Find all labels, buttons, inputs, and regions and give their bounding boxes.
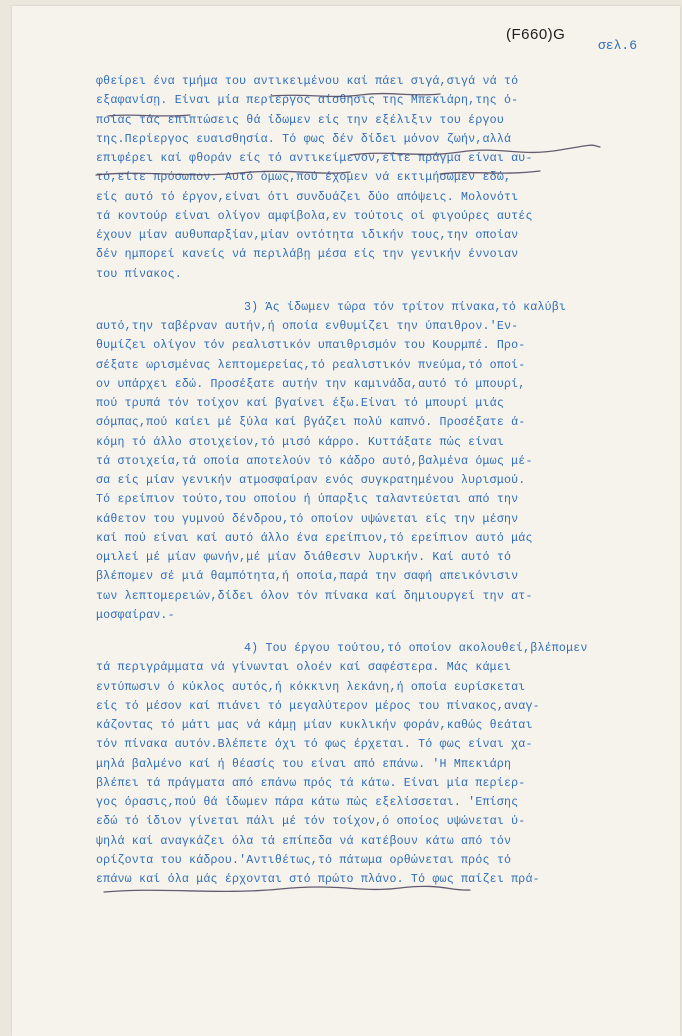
archive-reference-mark: (F660)G xyxy=(506,26,566,43)
text-line: ομιλεί μέ μίαν φωνήν,μέ μίαν διάθεσιν λυρικήν. Καί αυτό τό xyxy=(96,551,512,564)
text-line: κόμη τό άλλο στοιχείον,τό μισό κάρρο. Κυττάξατε πώς είναι xyxy=(96,435,504,449)
text-line: βλέπει τά πράγματα από επάνω πρός τά κάτω. Είναι μία περίερ- xyxy=(96,776,526,790)
page-number: σελ.6 xyxy=(598,38,638,53)
text-line: της.Περίεργος ευαισθησία. Τό φως δέν δίδει μόνον ζωήν,αλλά xyxy=(96,132,512,146)
section-heading-line: 3) Άς ίδωμεν τώρα τόν τρίτον πίνακα,τό καλύβι xyxy=(244,300,567,314)
text-line: τό,είτε πρόσωπον. Αυτό όμως,πού έχομεν νά εκτιμήσωμεν εδώ, xyxy=(96,171,512,185)
text-line: είς αυτό τό έργον,είναι ότι συνδυάζει δύο απόψεις. Μολονότι xyxy=(96,190,519,204)
text-line: επιφέρει καί φθοράν είς τό αντικείμενον,είτε πράγμα είναι αυ- xyxy=(96,152,533,165)
text-line: ον υπάρχει εδώ. Προσέξατε αυτήν την καμινάδα,αυτό τό μπουρί, xyxy=(96,377,526,391)
text-line: δέν ημπορεί κανείς νά περιλάβῃ μέσα είς την γενικήν έννοιαν xyxy=(96,248,519,262)
text-line: των λεπτομερειών,δίδει όλον τόν πίνακα καί δημιουργεί την ατ- xyxy=(96,589,533,603)
text-line: θυμίζει ολίγον τόν ρεαλιστικόν υπαιθρισμόν του Κουρμπέ. Προ- xyxy=(96,339,526,353)
text-line: σόμπας,πού καίει μέ ξύλα καί βγάζει πολύ καπνό. Προσέξατε ά- xyxy=(96,416,526,430)
paragraph-gap xyxy=(96,625,676,639)
text-line: ποίας τάς επιπτώσεις θά ίδωμεν είς την εξέλιξιν του έργου xyxy=(96,113,504,127)
text-line: τά κοντούρ είναι ολίγον αμφίβολα,εν τούτοις οί φιγούρες αυτές xyxy=(96,209,533,223)
text-line: τόν πίνακα αυτόν.Βλέπετε όχι τό φως έρχεται. Τό φως είναι χα- xyxy=(96,738,533,752)
paragraph-1 xyxy=(96,72,676,284)
text-line: έχουν μίαν αυθυπαρξίαν,μίαν οντότητα ιδικήν τους,την οποίαν xyxy=(96,229,519,242)
text-line: τά περιγράμματα νά γίνωνται ολοέν καί σαφέστερα. Μάς κάμει xyxy=(96,661,512,675)
text-line: κάζοντας τό μάτι μας νά κάμῃ μίαν κυκλικήν φοράν,καθώς θεάται xyxy=(96,719,533,732)
text-line: είς τό μέσον καί πιάνει τό μεγαλύτερον μέρος του πίνακος,αναγ- xyxy=(96,699,540,713)
text-line: κάθετον του γυμνού δένδρου,τό οποίον υψώνεται είς την μέσην xyxy=(96,512,519,526)
text-line: εντύπωσιν ό κύκλος αυτός,ή κόκκινη λεκάνη,ή οποία ευρίσκεται xyxy=(96,680,526,694)
document-body xyxy=(96,72,676,889)
paragraph-2 xyxy=(96,298,676,625)
text-line: βλέπομεν σέ μιά θαμπότητα,ή οποία,παρά την σαφή απεικόνισιν xyxy=(96,570,519,584)
text-line: αυτό,την ταβέρναν αυτήν,ή οποία ενθυμίζει την ύπαιθρον.'Εν- xyxy=(96,320,519,333)
text-line: γος όρασις,πού θά ίδωμεν πάρα κάτω πώς εξελίσσεται. 'Επίσης xyxy=(96,796,519,809)
text-line: τά στοιχεία,τά οποία αποτελούν τό κάδρο αυτό,βαλμένα όμως μέ- xyxy=(96,454,533,468)
text-line: εξαφανίσῃ. Είναι μία περίεργος αίσθησις της Μπεκιάρη,της ό- xyxy=(96,94,519,108)
text-line: εδώ τό ίδιον γίνεται πάλι μέ τόν τοίχον,ό οποίος υψώνεται ύ- xyxy=(96,815,526,829)
text-line: σέξατε ωρισμένας λεπτομερείας,τό ρεαλιστικόν πνεύμα,τό οποί- xyxy=(96,358,526,372)
text-line: σα είς μίαν γενικήν ατμοσφαίραν ενός συγκρατημένου λυρισμού. xyxy=(96,474,526,487)
text-line: ψηλά καί αναγκάζει όλα τά επίπεδα νά κατέβουν κάτω από τόν xyxy=(96,834,512,848)
text-line: πού τρυπά τόν τοίχον καί βγαίνει έξω.Είναι τό μπουρί μιάς xyxy=(96,397,504,410)
text-line: μηλά βαλμένο καί ή θέασίς του είναι από επάνω. 'Η Μπεκιάρη xyxy=(96,757,512,771)
text-line: φθείρει ένα τμήμα του αντικειμένου καί πάει σιγά,σιγά νά τό xyxy=(96,75,519,88)
text-line: ορίζοντα του κάδρου.'Αντιθέτως,τό πάτωμα ορθώνεται πρός τό xyxy=(96,853,512,867)
text-line: καί πού είναι καί αυτό άλλο ένα ερείπιον,τό ερείπιον αυτό μάς xyxy=(96,531,533,545)
text-line: επάνω καί όλα μάς έρχονται στό πρώτο πλάνο. Τό φως παίζει πρά- xyxy=(96,873,540,886)
paragraph-3 xyxy=(96,639,676,889)
text-line: του πίνακος. xyxy=(96,267,182,281)
paragraph-gap xyxy=(96,284,676,298)
text-line: μοσφαίραν.- xyxy=(96,608,175,622)
text-line: Τό ερείπιον τούτο,του οποίου ή ύπαρξις ταλαντεύεται από την xyxy=(96,493,519,507)
section-heading-line: 4) Του έργου τούτου,τό οποίον ακολουθεί,βλέπομεν xyxy=(244,642,588,655)
